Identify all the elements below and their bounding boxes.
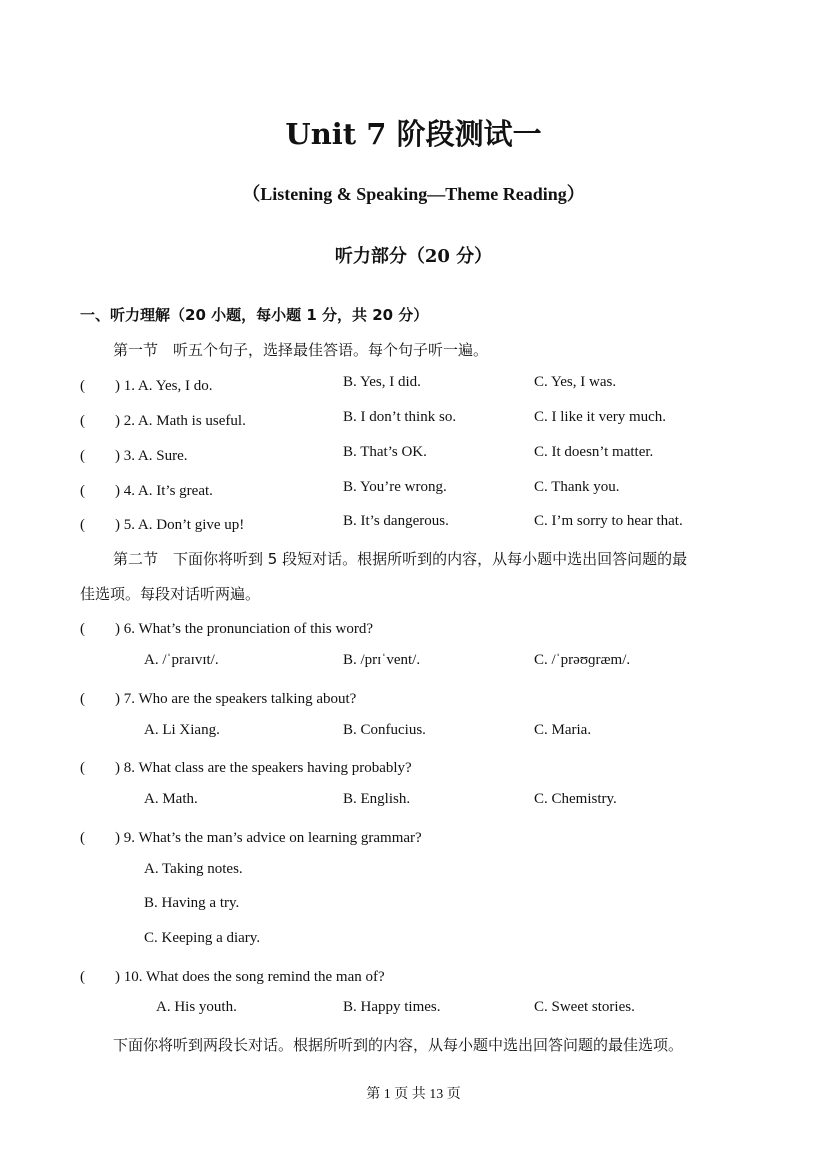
question-8-option-b: B. English.: [343, 791, 411, 807]
question-2-option-b: B. I don’t think so.: [343, 409, 457, 425]
section-heading: 一、听力理解（20 小题，每小题 1 分，共 20 分）: [80, 306, 429, 324]
question-7-option-c: C. Maria.: [534, 722, 592, 738]
question-7-option-a: A. Li Xiang.: [144, 722, 220, 738]
question-7-option-b: B. Confucius.: [343, 722, 426, 738]
question-9-stem: ( ) 9. What’s the man’s advice on learning grammar?: [80, 830, 422, 846]
part2-instruction-line2: 佳选项。每段对话听两遍。: [80, 585, 261, 603]
part2-instruction-line1: 第二节 下面你将听到 5 段短对话。根据所听到的内容，从每小题中选出回答问题的最: [113, 550, 688, 568]
question-5-option-c: C. I’m sorry to hear that.: [534, 513, 683, 529]
question-1-stem: ( ) 1. A. Yes, I do.: [80, 378, 213, 394]
question-6-option-b: B. /prɪˈvent/.: [343, 652, 421, 668]
question-10-stem: ( ) 10. What does the song remind the man of?: [80, 969, 385, 985]
question-8-option-c: C. Chemistry.: [534, 791, 617, 807]
question-5-option-b: B. It’s dangerous.: [343, 513, 449, 529]
question-9-option-a: A. Taking notes.: [144, 861, 243, 877]
question-6-option-c: C. /ˈprəʊɡræm/.: [534, 652, 631, 668]
question-1-option-b: B. Yes, I did.: [343, 374, 421, 390]
question-5-stem: ( ) 5. A. Don’t give up!: [80, 517, 245, 533]
question-1-option-c: C. Yes, I was.: [534, 374, 617, 390]
question-4-option-b: B. You’re wrong.: [343, 479, 447, 495]
question-10-option-b: B. Happy times.: [343, 999, 441, 1015]
question-6-option-a: A. /ˈpraɪvɪt/.: [144, 652, 219, 668]
question-4-option-c: C. Thank you.: [534, 479, 620, 495]
part1-instruction: 第一节 听五个句子，选择最佳答语。每个句子听一遍。: [113, 341, 489, 359]
question-8-option-a: A. Math.: [144, 791, 198, 807]
question-3-stem: ( ) 3. A. Sure.: [80, 448, 188, 464]
question-10-option-a: A. His youth.: [156, 999, 237, 1015]
question-10-option-c: C. Sweet stories.: [534, 999, 635, 1015]
question-9-option-c: C. Keeping a diary.: [144, 930, 261, 946]
page-footer: 第 1 页 共 13 页: [366, 1087, 461, 1102]
question-3-option-c: C. It doesn’t matter.: [534, 444, 654, 460]
question-4-stem: ( ) 4. A. It’s great.: [80, 483, 213, 499]
question-9-option-b: B. Having a try.: [144, 895, 240, 911]
question-2-option-c: C. I like it very much.: [534, 409, 667, 425]
part-heading: 听力部分（20 分）: [334, 246, 493, 267]
question-2-stem: ( ) 2. A. Math is useful.: [80, 413, 246, 429]
question-8-stem: ( ) 8. What class are the speakers having probably?: [80, 760, 412, 776]
question-6-stem: ( ) 6. What’s the pronunciation of this word?: [80, 621, 373, 637]
page-title: Unit 7 阶段测试一: [285, 117, 542, 151]
part3-instruction: 下面你将听到两段长对话。根据所听到的内容，从每小题中选出回答问题的最佳选项。: [113, 1036, 684, 1054]
question-7-stem: ( ) 7. Who are the speakers talking about?: [80, 691, 357, 707]
question-3-option-b: B. That’s OK.: [343, 444, 427, 460]
page-subtitle: （Listening & Speaking—Theme Reading）: [242, 184, 585, 204]
